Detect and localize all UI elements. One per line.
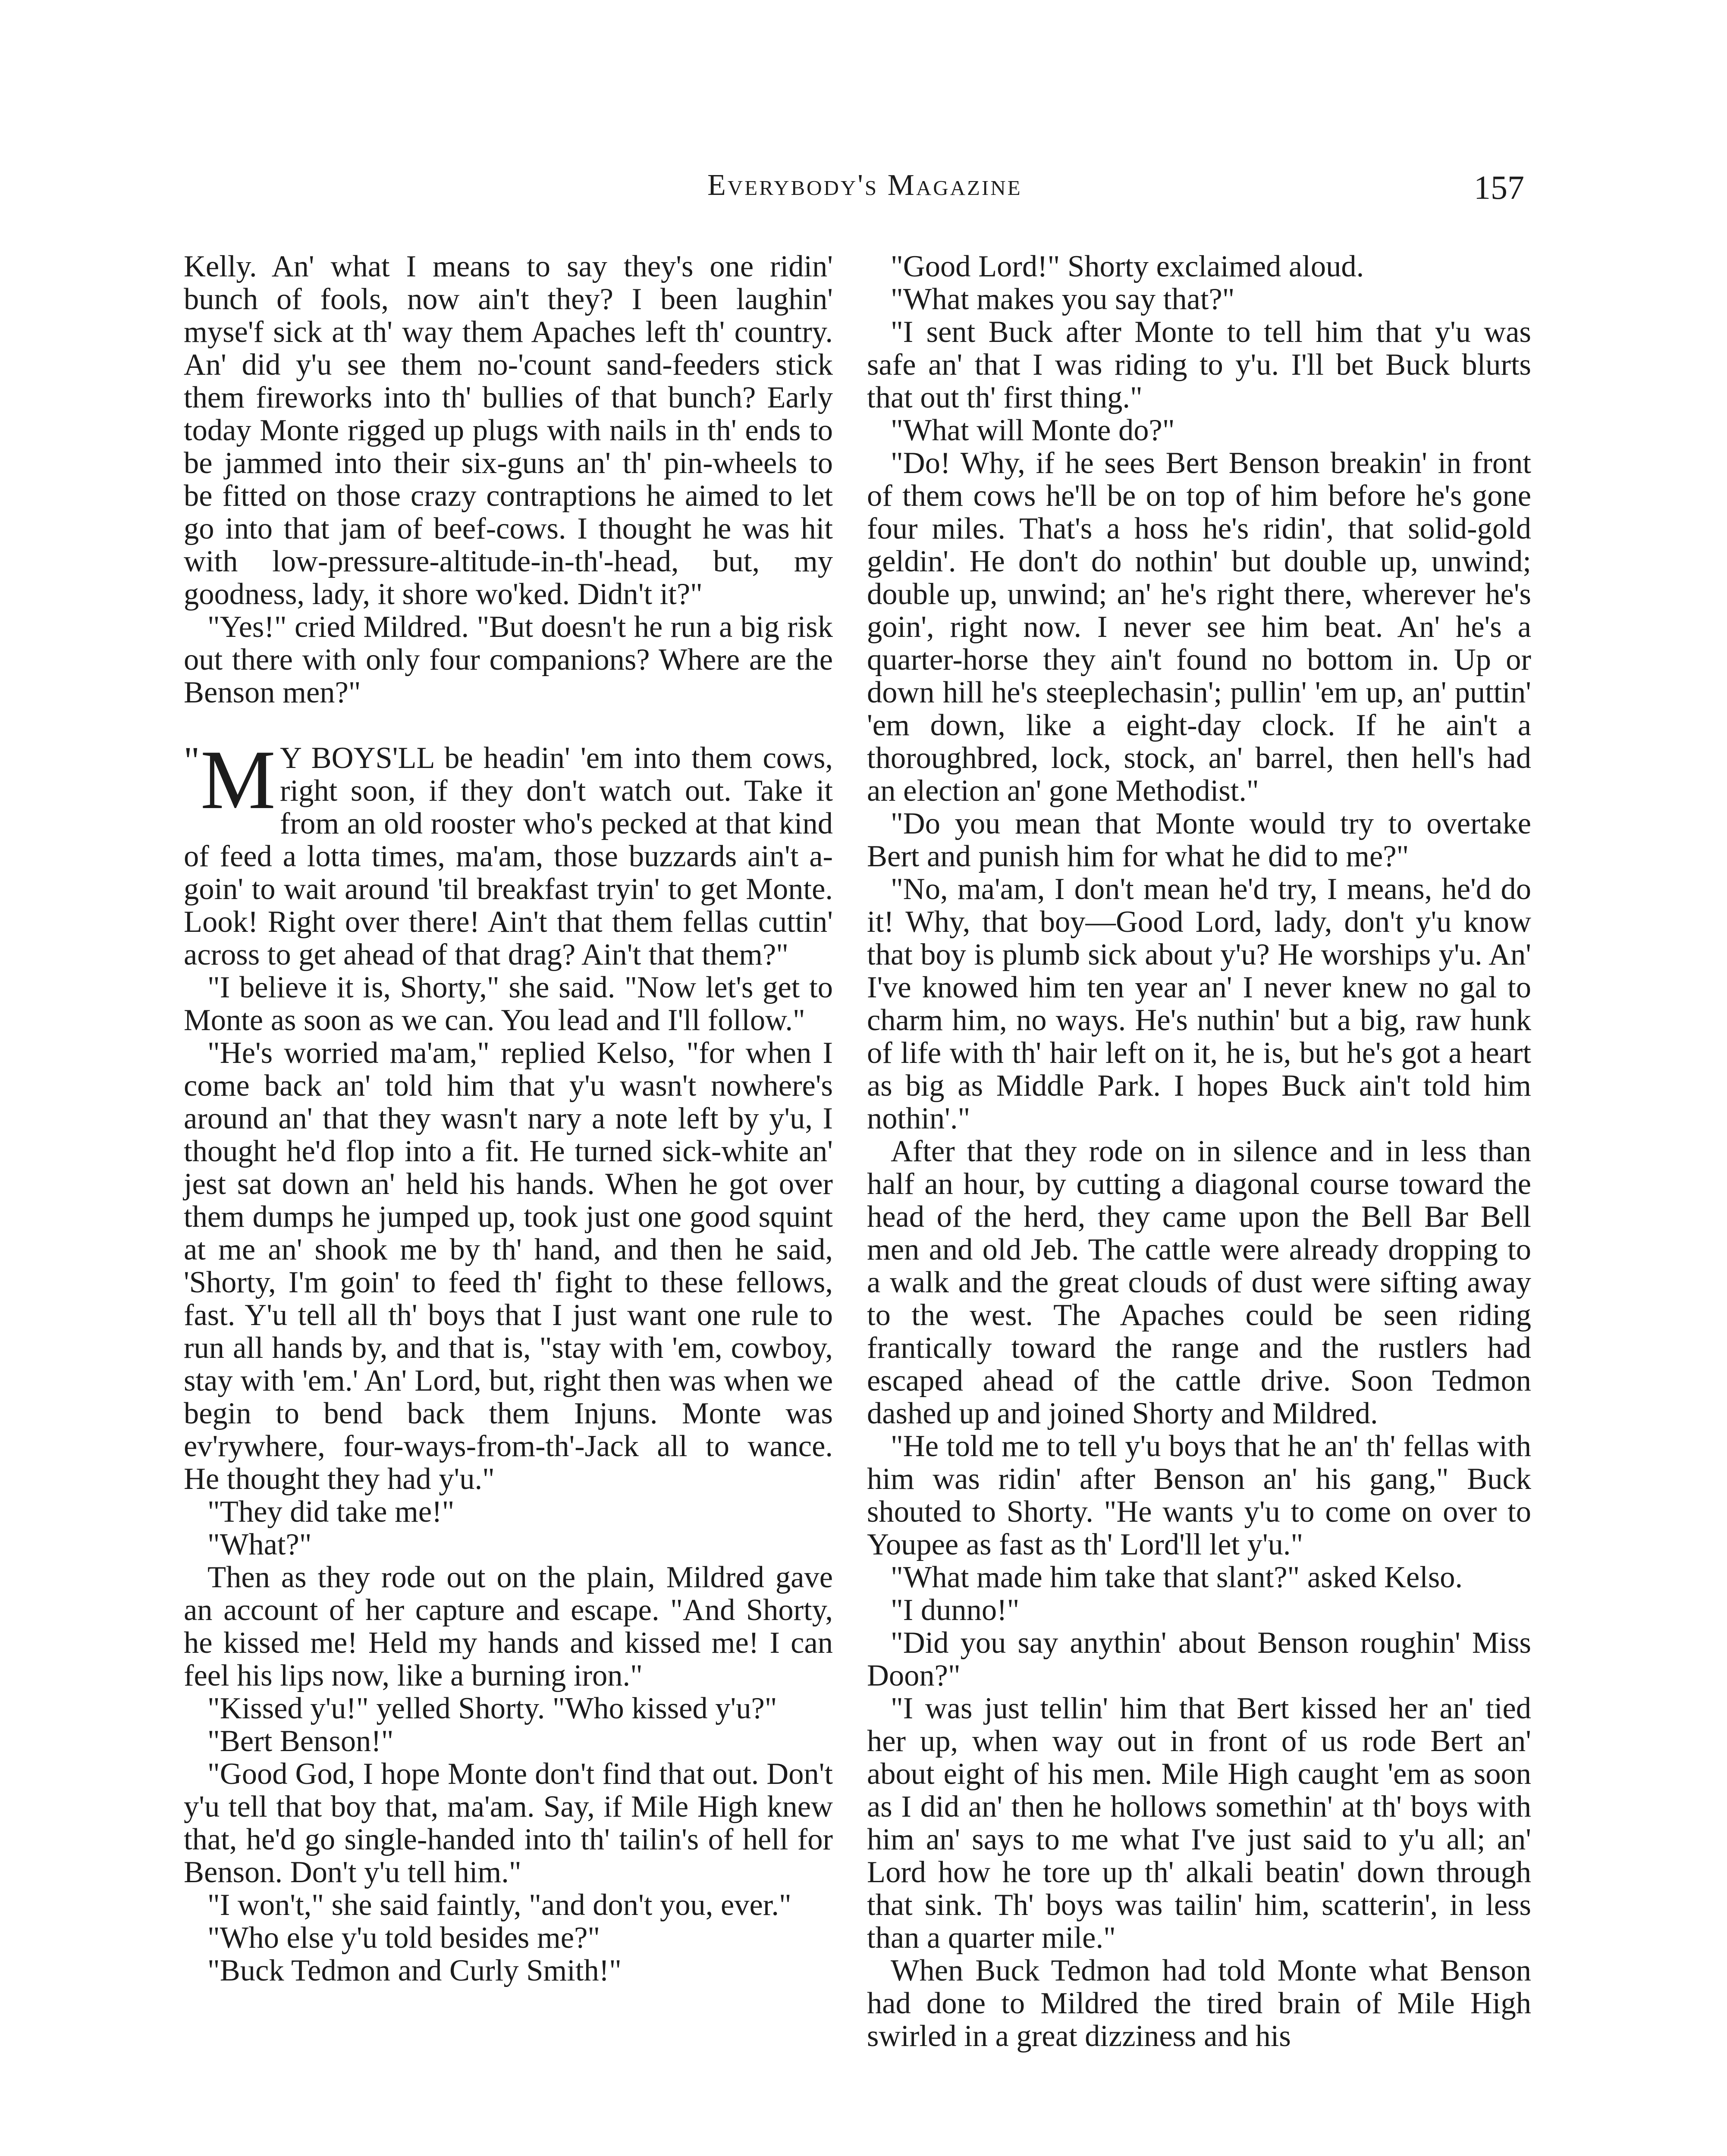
paragraph: Kelly. An' what I means to say they's one ridin' bunch of fools, now ain't they? I been laughin' myse'f sick at th' way them Apaches left th' country. An' did y'u see them no-'count sand-feeders stick them fireworks into th' bullies of that bunch? Early today Monte rigged up plugs with nails in th' ends to be jammed into their six-guns an' th' pin-wheels to be fitted on those crazy contraptions he aimed to let go into that jam of beef-cows. I thought he was hit with low-pressure-altitude-in-th'-head, but, my goodness, lady, it shore wo'ked. Didn't it?": [184, 250, 833, 611]
paragraph: "Do you mean that Monte would try to overtake Bert and punish him for what he did to me?": [867, 807, 1531, 873]
paragraph: "Yes!" cried Mildred. "But doesn't he run a big risk out there with only four companions? Where are the Benson men?": [184, 610, 833, 709]
right-column: [867, 250, 1531, 2053]
drop-cap: M: [200, 733, 276, 827]
paragraph: "Good Lord!" Shorty exclaimed aloud.: [891, 250, 1364, 283]
paragraph: "What?": [207, 1528, 312, 1561]
running-head: [0, 168, 1727, 216]
paragraph: "I believe it is, Shorty," she said. "Now let's get to Monte as soon as we can. You lead and I'll follow.": [184, 971, 833, 1037]
paragraph: "What will Monte do?": [891, 414, 1175, 447]
paragraph: After that they rode on in silence and in less than half an hour, by cutting a diagonal course toward the head of the herd, they came upon the Bell Bar Bell men and old Jeb. The cattle were already dropping to a walk and the great clouds of dust were sifting away to the west. The Apaches could be seen riding frantically toward the range and the rustlers had escaped ahead of the cattle drive. Soon Tedmon dashed up and joined Shorty and Mildred.: [867, 1134, 1531, 1430]
paragraph: "What made him take that slant?" asked Kelso.: [891, 1561, 1463, 1594]
paragraph-text: Y BOYS'LL be headin' 'em into them cows, right soon, if they don't watch out. Take it from an old rooster who's pecked at that kind of feed a lotta times, ma'am, those buzzards ain't a-goin' to wait around 'til breakfast tryin' to get Monte. Look! Right over there! Ain't that them fellas cuttin' across to get ahead of that drag? Ain't that them?": [184, 741, 833, 971]
paragraph: "Good God, I hope Monte don't find that out. Don't y'u tell that boy that, ma'am. Say, if Mile High knew that, he'd go single-handed into th' tailin's of hell for Benson. Don't y'u tell him.": [184, 1757, 833, 1889]
left-column: [184, 250, 833, 1987]
paragraph: Then as they rode out on the plain, Mildred gave an account of her capture and escape. "And Shorty, he kissed me! Held my hands and kissed me! I can feel his lips now, like a burning iron.": [184, 1561, 833, 1692]
paragraph: "I dunno!": [891, 1593, 1020, 1627]
paragraph: "Did you say anythin' about Benson roughin' Miss Doon?": [867, 1626, 1531, 1692]
paragraph: "Buck Tedmon and Curly Smith!": [207, 1954, 622, 1987]
paragraph: "He told me to tell y'u boys that he an' th' fellas with him was ridin' after Benson an' his gang," Buck shouted to Shorty. "He wants y'u to come on over to Youpee as fast as th' Lord'll let y'u.": [867, 1429, 1531, 1561]
paragraph: "They did take me!": [207, 1495, 455, 1529]
paragraph: "I was just tellin' him that Bert kissed her an' tied her up, when way out in front of us rode Bert an' about eight of his men. Mile High caught 'em as soon as I did an' then he hollows somethin' at th' boys with him an' says to me what I've just said to y'u all; an' Lord how he tore up th' alkali beatin' down through that sink. Th' boys was tailin' him, scatterin', in less than a quarter mile.": [867, 1692, 1531, 1955]
paragraph: "He's worried ma'am," replied Kelso, "for when I come back an' told him that y'u wasn't nowhere's around an' that they wasn't nary a note left by y'u, I thought he'd flop into a fit. He turned sick-white an' jest sat down an' held his hands. When he got over them dumps he jumped up, took just one good squint at me an' shook me by th' hand, and then he said, 'Shorty, I'm goin' to feed th' fight to these fellows, fast. Y'u tell all th' boys that I just want one rule to run all hands by, and that is, "stay with 'em, cowboy, stay with 'em.' An' Lord, but, right then was when we begin to bend back them Injuns. Monte was ev'rywhere, four-ways-from-th'-Jack all to wance. He thought they had y'u.": [184, 1036, 833, 1496]
paragraph: "Kissed y'u!" yelled Shorty. "Who kissed y'u?": [207, 1692, 777, 1725]
paragraph: "I sent Buck after Monte to tell him that y'u was safe an' that I was riding to y'u. I'll bet Buck blurts that out th' first thing.": [867, 315, 1531, 414]
section-break: [184, 709, 833, 742]
paragraph: "No, ma'am, I don't mean he'd try, I means, he'd do it! Why, that boy—Good Lord, lady, don't y'u know that boy is plumb sick about y'u? He worships y'u. An' I've knowed him ten year an' I never knew no gal to charm him, no ways. He's nuthin' but a big, raw hunk of life with th' hair left on it, he is, but he's got a heart as big as Middle Park. I hopes Buck ain't told him nothin'.": [867, 872, 1531, 1135]
paragraph: "Bert Benson!": [207, 1724, 394, 1758]
drop-quote-mark: ": [184, 740, 200, 782]
section-opening-paragraph: [184, 733, 833, 971]
paragraph: "What makes you say that?": [891, 282, 1235, 316]
paragraph: When Buck Tedmon had told Monte what Benson had done to Mildred the tired brain of Mile High swirled in a great dizziness and his: [867, 1954, 1531, 2053]
magazine-title: Everybody's Magazine: [707, 169, 1022, 202]
paragraph: "I won't," she said faintly, "and don't you, ever.": [207, 1888, 791, 1922]
paragraph: "Who else y'u told besides me?": [207, 1921, 600, 1955]
paragraph: "Do! Why, if he sees Bert Benson breakin' in front of them cows he'll be on top of him before he's gone four miles. That's a hoss he's ridin', that solid-gold geldin'. He don't do nothin' but double up, unwind; double up, unwind; an' he's right there, wherever he's goin', right now. I never see him beat. An' he's a quarter-horse they ain't found no bottom in. Up or down hill he's steeplechasin'; pullin' 'em up, an' puttin' 'em down, like a eight-day clock. If he ain't a thoroughbred, lock, stock, an' barrel, then hell's had an election an' gone Methodist.": [867, 446, 1531, 808]
page-number: 157: [1474, 169, 1524, 206]
